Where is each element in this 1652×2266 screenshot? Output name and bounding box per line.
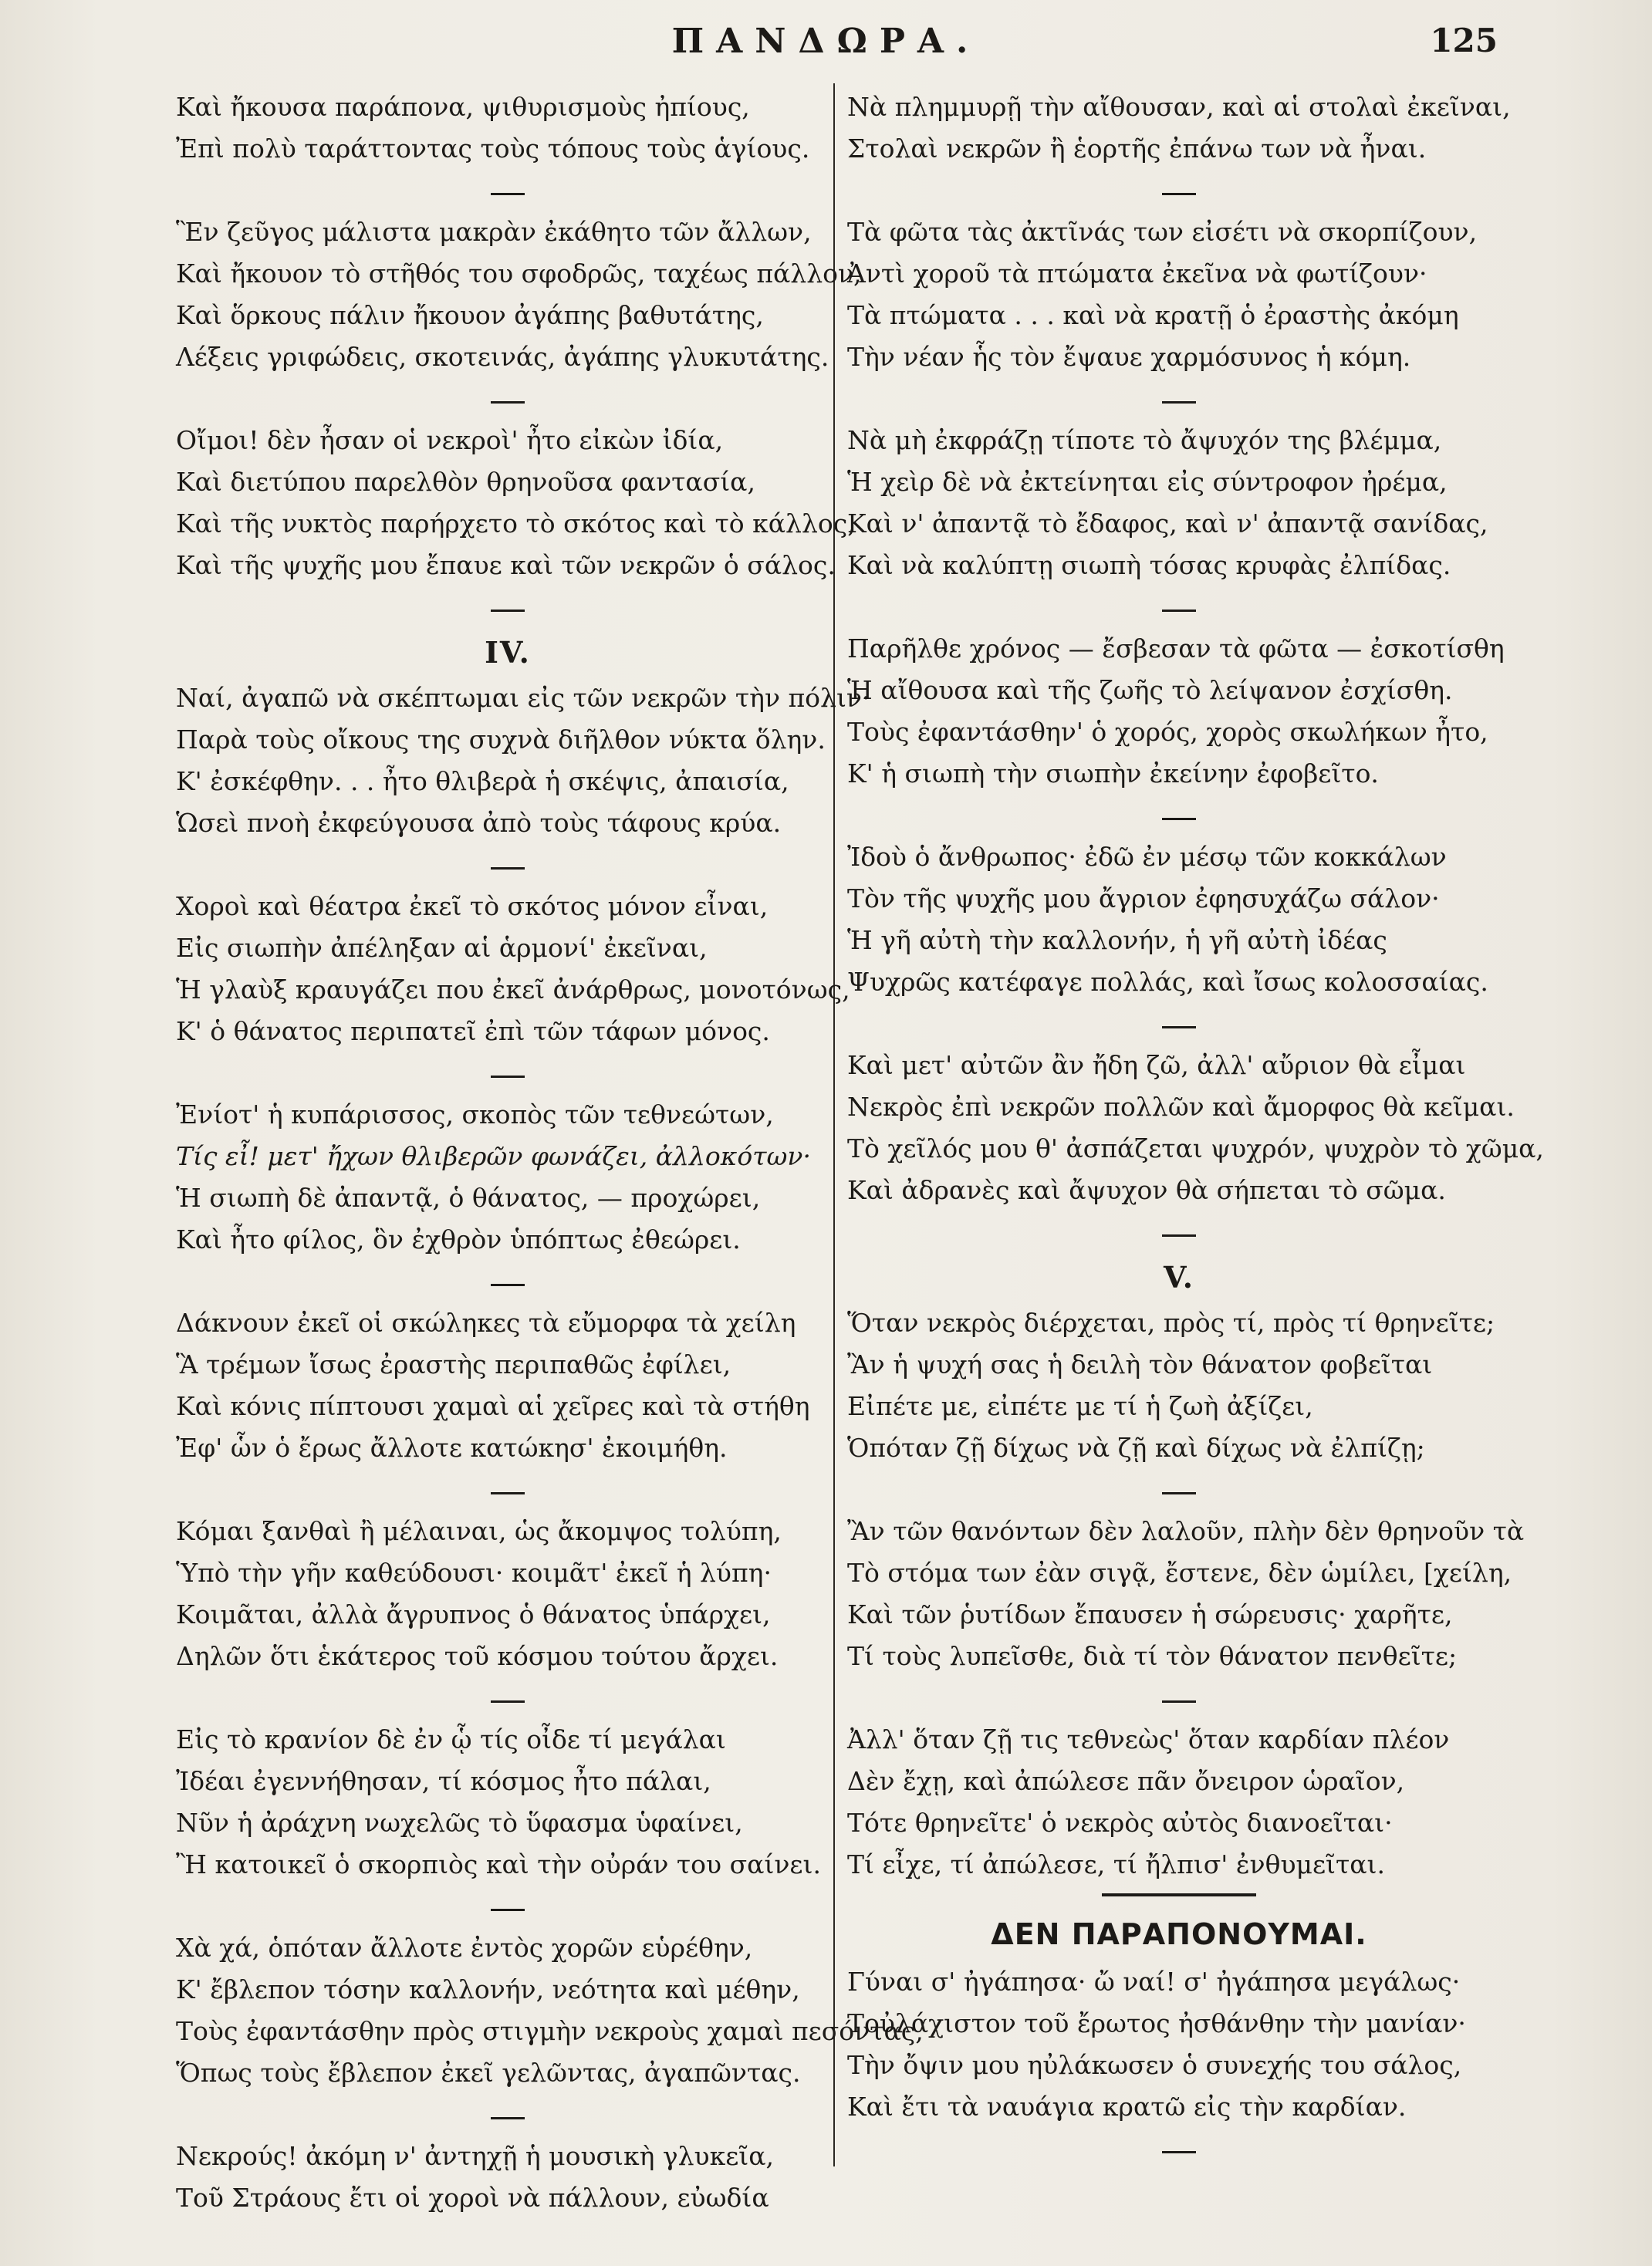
verse-line: Παρὰ τοὺς οἴκους της συχνὰ διῆλθον νύκτα ὅλην. [176, 724, 826, 755]
verse-line: Δηλῶν ὅτι ἑκάτερος τοῦ κόσμου τούτου ἄρχει. [176, 1641, 779, 1671]
verse-line: Ἐφ' ὧν ὁ ἔρως ἄλλοτε κατώκησ' ἐκοιμήθη. [176, 1433, 728, 1463]
verse-line: Τὸ στόμα των ἐὰν σιγᾷ, ἔστενε, δὲν ὡμίλει, [χείλη, [847, 1558, 1512, 1588]
verse-line: Καὶ τῆς ψυχῆς μου ἔπαυε καὶ τῶν νεκρῶν ὁ σάλος. [176, 550, 836, 580]
stanza-separator [847, 795, 1511, 836]
stanza-separator [176, 1052, 840, 1094]
verse-line: Ἡ σιωπὴ δὲ ἀπαντᾷ, ὁ θάνατος, — προχώρει, [176, 1183, 761, 1213]
verse-line: Τί εἶχε, τί ἀπώλεσε, τί ἤλπισ' ἐνθυμεῖται. [847, 1849, 1385, 1879]
section-heading-v: V. [1163, 1260, 1195, 1295]
verse-line: Καὶ νὰ καλύπτῃ σιωπὴ τόσας κρυφὰς ἐλπίδας. [847, 550, 1451, 580]
verse-line: Δὲν ἔχῃ, καὶ ἀπώλεσε πᾶν ὄνειρον ὡραῖον, [847, 1766, 1405, 1796]
verse-line: Ψυχρῶς κατέφαγε πολλάς, καὶ ἴσως κολοσσαίας. [847, 967, 1488, 997]
verse-line: Ἐπὶ πολὺ ταράττοντας τοὺς τόπους τοὺς ἁγίους. [176, 133, 810, 164]
page-number: 125 [1430, 22, 1498, 59]
stanza-separator [176, 2094, 840, 2136]
verse-line: Ἡ γλαὺξ κραυγάζει που ἐκεῖ ἀνάρθρως, μονοτόνως, [176, 974, 850, 1005]
verse-line: Γύναι σ' ἠγάπησα· ὤ ναί! σ' ἠγάπησα μεγάλως· [847, 1967, 1461, 1997]
verse-line: Ἀντὶ χοροῦ τὰ πτώματα ἐκεῖνα νὰ φωτίζουν· [847, 258, 1427, 289]
verse-line: Ὡσεὶ πνοὴ ἐκφεύγουσα ἀπὸ τοὺς τάφους κρύα. [176, 808, 782, 838]
right-column [847, 86, 1544, 2170]
verse-line: Καὶ ἦτο φίλος, ὃν ἐχθρὸν ὑπόπτως ἐθεώρει. [176, 1224, 741, 1255]
stanza-separator [847, 1677, 1511, 1719]
stanza-separator [176, 170, 840, 211]
verse-line: Ναί, ἀγαπῶ νὰ σκέπτωμαι εἰς τῶν νεκρῶν τὴν πόλιν· [176, 683, 870, 713]
verse-line: Κοιμᾶται, ἀλλὰ ἄγρυπνος ὁ θάνατος ὑπάρχει, [176, 1599, 771, 1629]
verse-line: Εἰς τὸ κρανίον δὲ ἐν ᾧ τίς οἶδε τί μεγάλαι [176, 1724, 726, 1754]
verse-line: Ἡ γῆ αὐτὴ τὴν καλλονήν, ἡ γῆ αὐτὴ ἰδέας [847, 925, 1387, 955]
left-column [176, 86, 924, 2219]
verse-line: Καὶ διετύπου παρελθὸν θρηνοῦσα φαντασία, [176, 467, 755, 497]
verse-line: Ὅπως τοὺς ἔβλεπον ἐκεῖ γελῶντας, ἀγαπῶντας. [176, 2058, 801, 2088]
verse-line: Τὰ φῶτα τὰς ἀκτῖνάς των εἰσέτι νὰ σκορπίζουν, [847, 217, 1478, 247]
verse-line: Τοὺς ἐφαντάσθην πρὸς στιγμὴν νεκροὺς χαμαὶ πεσόντας, [176, 2016, 924, 2046]
verse-line: Παρῆλθε χρόνος — ἔσβεσαν τὰ φῶτα — ἐσκοτίσθη [847, 633, 1505, 664]
verse-line: Ὅταν νεκρὸς διέρχεται, πρὸς τί, πρὸς τί θρηνεῖτε; [847, 1308, 1495, 1338]
stanza-separator [176, 586, 840, 628]
verse-line: Ἃ τρέμων ἴσως ἐραστὴς περιπαθῶς ἐφίλει, [176, 1349, 731, 1380]
verse-line: Χοροὶ καὶ θέατρα ἐκεῖ τὸ σκότος μόνον εἶναι, [176, 891, 769, 921]
verse-line: Εἰς σιωπὴν ἀπέληξαν αἱ ἁρμονί' ἐκεῖναι, [176, 933, 708, 963]
verse-line: Νὰ μὴ ἐκφράζῃ τίποτε τὸ ἄψυχόν της βλέμμα, [847, 425, 1442, 455]
verse-line: Τότε θρηνεῖτε' ὁ νεκρὸς αὐτὸς διανοεῖται· [847, 1808, 1393, 1838]
verse-line: Καὶ τῆς νυκτὸς παρήρχετο τὸ σκότος καὶ τὸ κάλλος, [176, 508, 856, 539]
verse-line: Καὶ μετ' αὐτῶν ἂν ἤδη ζῶ, ἀλλ' αὔριον θὰ εἶμαι [847, 1050, 1466, 1080]
stanza-separator [176, 1677, 840, 1719]
stanza-separator [847, 378, 1511, 420]
verse-line: Ὁπόταν ζῇ δίχως νὰ ζῇ καὶ δίχως νὰ ἐλπίζῃ; [847, 1433, 1425, 1463]
verse-line: Δάκνουν ἐκεῖ οἱ σκώληκες τὰ εὔμορφα τὰ χείλη [176, 1308, 796, 1338]
verse-line: Τοὐλάχιστον τοῦ ἔρωτος ἠσθάνθην τὴν μανίαν· [847, 2008, 1466, 2038]
running-title: ΠΑΝΔΩΡΑ. [671, 22, 981, 61]
verse-line: Καὶ ν' ἀπαντᾷ τὸ ἔδαφος, καὶ ν' ἀπαντᾷ σανίδας, [847, 508, 1488, 539]
verse-line: Τὸ χεῖλός μου θ' ἀσπάζεται ψυχρόν, ψυχρὸν τὸ χῶμα, [847, 1133, 1544, 1163]
verse-line: Χὰ χά, ὁπόταν ἄλλοτε ἐντὸς χορῶν εὑρέθην, [176, 1933, 753, 1963]
page-header [0, 22, 1652, 68]
verse-line: Ἡ χεὶρ δὲ νὰ ἐκτείνηται εἰς σύντροφον ἠρέμα, [847, 467, 1448, 497]
verse-line: Ἢ κατοικεῖ ὁ σκορπιὸς καὶ τὴν οὐράν του σαίνει. [176, 1849, 821, 1879]
verse-line: Καὶ ἔτι τὰ ναυάγια κρατῶ εἰς τὴν καρδίαν. [847, 2092, 1407, 2122]
stanza-separator [176, 378, 840, 420]
verse-line: Τὴν ὄψιν μου ηὐλάκωσεν ὁ συνεχής του σάλος, [847, 2050, 1462, 2080]
verse-line: Στολαὶ νεκρῶν ἢ ἑορτῆς ἐπάνω των νὰ ἦναι. [847, 133, 1427, 164]
poem-title: ΔΕΝ ΠΑΡΑΠΟΝΟΥΜΑΙ. [991, 1917, 1367, 1951]
verse-line: Οἴμοι! δὲν ἦσαν οἱ νεκροὶ' ἦτο εἰκὼν ἰδία, [176, 425, 724, 455]
verse-line: Καὶ ἤκουσα παράπονα, ψιθυρισμοὺς ἠπίους, [176, 92, 750, 122]
stanza-separator [847, 2128, 1511, 2170]
verse-line: Καὶ ἤκουον τὸ στῆθός του σφοδρῶς, ταχέως πάλλον, [176, 258, 862, 289]
verse-line: Κ' ἔβλεπον τόσην καλλονήν, νεότητα καὶ μέθην, [176, 1974, 800, 2004]
stanza-separator [847, 170, 1511, 211]
stanza-separator [176, 1469, 840, 1511]
stanza-separator [847, 1211, 1511, 1253]
verse-line: Κ' ἐσκέφθην. . . ἦτο θλιβερὰ ἡ σκέψις, ἀπαισία, [176, 766, 789, 796]
verse-line: Εἰπέτε με, εἰπέτε με τί ἡ ζωὴ ἀξίζει, [847, 1391, 1313, 1421]
stanza-separator [176, 1261, 840, 1302]
stanza-separator [847, 1003, 1511, 1045]
stanza-separator [176, 844, 840, 886]
verse-line: Λέξεις γριφώδεις, σκοτεινάς, ἀγάπης γλυκυτάτης. [176, 342, 829, 372]
verse-line: Τὸν τῆς ψυχῆς μου ἄγριον ἐφησυχάζω σάλον· [847, 883, 1440, 913]
stanza-separator [176, 1886, 840, 1927]
verse-line: Νῦν ἡ ἀράχνη νωχελῶς τὸ ὕφασμα ὑφαίνει, [176, 1808, 743, 1838]
verse-line: Καὶ κόνις πίπτουσι χαμαὶ αἱ χεῖρες καὶ τὰ στήθη [176, 1391, 810, 1421]
verse-line: Κ' ὁ θάνατος περιπατεῖ ἐπὶ τῶν τάφων μόνος. [176, 1016, 770, 1046]
stanza-separator [847, 1469, 1511, 1511]
verse-line: Καὶ ἀδρανὲς καὶ ἄψυχον θὰ σήπεται τὸ σῶμα. [847, 1175, 1446, 1205]
verse-line: Ἡ αἴθουσα καὶ τῆς ζωῆς τὸ λείψανον ἐσχίσθη. [847, 675, 1453, 705]
verse-line: Νεκρὸς ἐπὶ νεκρῶν πολλῶν καὶ ἄμορφος θὰ κεῖμαι. [847, 1092, 1515, 1122]
verse-line: Ἓν ζεῦγος μάλιστα μακρὰν ἐκάθητο τῶν ἄλλων, [176, 217, 812, 247]
verse-line: Καὶ τῶν ῥυτίδων ἔπαυσεν ἡ σώρευσις· χαρῆτε, [847, 1599, 1453, 1629]
verse-line: Τοὺς ἐφαντάσθην' ὁ χορός, χορὸς σκωλήκων ἦτο, [847, 717, 1488, 747]
verse-line: Ἀλλ' ὅταν ζῇ τις τεθνεὼς' ὅταν καρδίαν πλέον [847, 1724, 1450, 1754]
verse-line: Ἰδέαι ἐγεννήθησαν, τί κόσμος ἦτο πάλαι, [176, 1766, 711, 1796]
verse-line: Ἂν ἡ ψυχή σας ἡ δειλὴ τὸν θάνατον φοβεῖται [847, 1349, 1433, 1380]
verse-line: Νὰ πλημμυρῇ τὴν αἴθουσαν, καὶ αἱ στολαὶ ἐκεῖναι, [847, 92, 1511, 122]
verse-line: Κόμαι ξανθαὶ ἢ μέλαιναι, ὡς ἄκομψος τολύπη, [176, 1516, 782, 1546]
verse-line: Τοῦ Στράους ἔτι οἱ χοροὶ νὰ πάλλουν, εὐωδία [176, 2183, 769, 2213]
verse-line: Τὰ πτώματα . . . καὶ νὰ κρατῇ ὁ ἐραστὴς ἀκόμη [847, 300, 1459, 330]
verse-line: Τὴν νέαν ἧς τὸν ἔψαυε χαρμόσυνος ἡ κόμη. [847, 342, 1411, 372]
verse-line: Ἰδοὺ ὁ ἄνθρωπος· ἐδῶ ἐν μέσῳ τῶν κοκκάλων [847, 842, 1447, 872]
poem-divider [847, 1886, 1511, 1907]
verse-line: Ἂν τῶν θανόντων δὲν λαλοῦν, πλὴν δὲν θρηνοῦν τὰ [847, 1516, 1525, 1546]
verse-line: Τίς εἶ! μετ' ἤχων θλιβερῶν φωνάζει, ἀλλοκότων· [176, 1141, 811, 1171]
verse-line: Ἐνίοτ' ἡ κυπάρισσος, σκοπὸς τῶν τεθνεώτων, [176, 1099, 774, 1130]
stanza-separator [847, 586, 1511, 628]
verse-line: Ὑπὸ τὴν γῆν καθεύδουσι· κοιμᾶτ' ἐκεῖ ἡ λύπη· [176, 1558, 772, 1588]
verse-line: Κ' ἡ σιωπὴ τὴν σιωπὴν ἐκείνην ἐφοβεῖτο. [847, 758, 1379, 789]
verse-line: Νεκρούς! ἀκόμη ν' ἀντηχῇ ἡ μουσικὴ γλυκεῖα, [176, 2141, 775, 2171]
section-heading-iv: IV. [485, 635, 531, 670]
verse-line: Τί τοὺς λυπεῖσθε, διὰ τί τὸν θάνατον πενθεῖτε; [847, 1641, 1458, 1671]
verse-line: Καὶ ὅρκους πάλιν ἤκουον ἀγάπης βαθυτάτης, [176, 300, 764, 330]
